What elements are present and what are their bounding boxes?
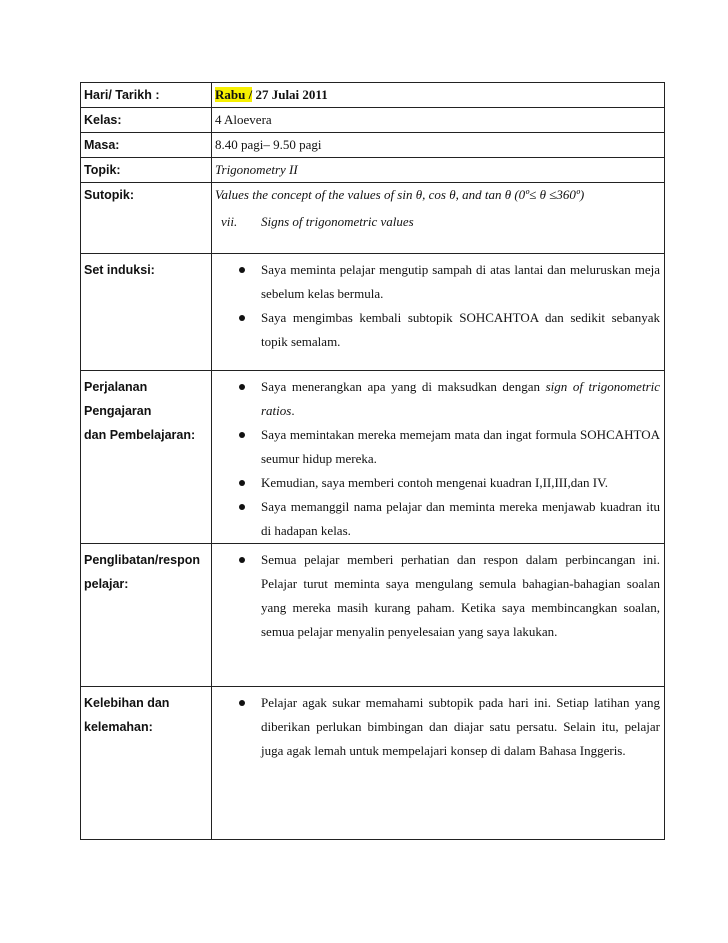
subitem-text: Signs of trigonometric values (261, 214, 414, 229)
sutopik-text: Values the concept of the values of sin θ, cos θ, and tan θ (0º≤ θ ≤360º) (215, 187, 585, 202)
label-line: dan Pembelajaran: (84, 428, 196, 442)
day-highlight: Rabu / (215, 87, 253, 102)
list-item: Semua pelajar memberi perhatian dan respon dalam perbincangan ini. Pelajar turut meminta saya mengulang semula bahagian-bahagian soalan yang mereka masih kurang paham. Ketika saya membincangkan soalan, semua pelajar menyalin penyelesaian yang saya lakukan. (236, 548, 660, 644)
list-item: Saya meminta pelajar mengutip sampah di atas lantai dan meluruskan meja sebelum kelas bermula. (236, 258, 660, 306)
kelebihan-list (215, 691, 660, 763)
perjalanan-list (215, 375, 660, 543)
penglibatan-list (215, 548, 660, 644)
value-kelas: 4 Aloevera (212, 108, 665, 133)
row-masa (81, 133, 665, 158)
lesson-plan-page (80, 82, 665, 840)
value-masa: 8.40 pagi– 9.50 pagi (212, 133, 665, 158)
label-penglibatan (81, 544, 212, 687)
row-penglibatan (81, 544, 665, 687)
row-kelebihan (81, 687, 665, 840)
value-hari-tarikh (212, 83, 665, 108)
row-kelas (81, 108, 665, 133)
list-item: Pelajar agak sukar memahami subtopik pada hari ini. Setiap latihan yang diberikan perlukan bimbingan dan diajar satu persatu. Selain itu, pelajar juga agak lemah untuk mempelajari konsep di dalam Bahasa Inggeris. (236, 691, 660, 763)
label-set-induksi: Set induksi: (81, 254, 212, 371)
list-item: Kemudian, saya memberi contoh mengenai kuadran I,II,III,dan IV. (236, 471, 660, 495)
value-sutopik (212, 183, 665, 254)
list-item: Saya memintakan mereka memejam mata dan ingat formula SOHCAHTOA seumur hidup mereka. (236, 423, 660, 471)
label-line: Kelebihan dan (84, 696, 170, 710)
value-perjalanan (212, 371, 665, 544)
label-hari-tarikh: Hari/ Tarikh : (81, 83, 212, 108)
value-set-induksi (212, 254, 665, 371)
value-kelebihan (212, 687, 665, 840)
label-line: Perjalanan (84, 380, 148, 394)
label-kelebihan (81, 687, 212, 840)
label-perjalanan (81, 371, 212, 544)
lesson-plan-table (80, 82, 665, 840)
item-emphasis: sign of trigonometric ratios (261, 379, 661, 418)
label-line: Pengajaran (84, 404, 152, 418)
item-text: . (291, 403, 295, 418)
row-topik (81, 158, 665, 183)
list-item (236, 375, 660, 423)
value-topik: Trigonometry II (212, 158, 665, 183)
label-sutopik: Sutopik: (81, 183, 212, 254)
label-masa: Masa: (81, 133, 212, 158)
set-induksi-list (215, 258, 660, 354)
row-hari-tarikh (81, 83, 665, 108)
sutopik-subitem (215, 210, 660, 234)
row-set-induksi (81, 254, 665, 371)
label-kelas: Kelas: (81, 108, 212, 133)
label-topik: Topik: (81, 158, 212, 183)
item-text: Saya menerangkan apa yang di maksudkan dengan (261, 379, 546, 394)
value-penglibatan (212, 544, 665, 687)
label-line: Penglibatan/respon (84, 553, 200, 567)
row-perjalanan (81, 371, 665, 544)
row-sutopik (81, 183, 665, 254)
label-line: pelajar: (84, 577, 129, 591)
list-item: Saya mengimbas kembali subtopik SOHCAHTOA dan sedikit sebanyak topik semalam. (236, 306, 660, 354)
list-item: Saya memanggil nama pelajar dan meminta mereka menjawab kuadran itu di hadapan kelas. (236, 495, 660, 543)
date-text: 27 Julai 2011 (252, 87, 328, 102)
subitem-number: vii. (221, 214, 238, 229)
label-line: kelemahan: (84, 720, 153, 734)
